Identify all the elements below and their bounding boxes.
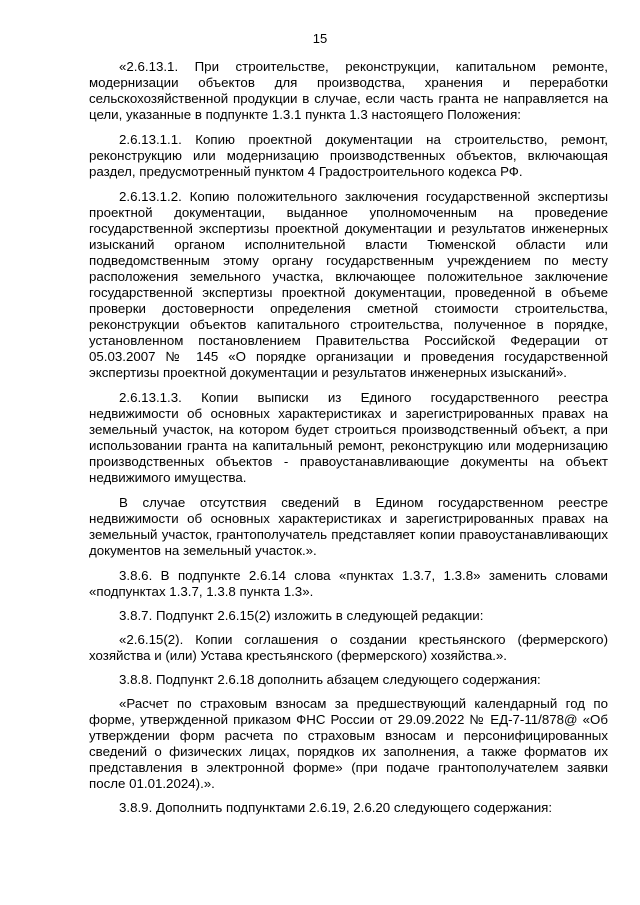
paragraph-3-8-6: 3.8.6. В подпункте 2.6.14 слова «пунктах 1.3.7, 1.3.8» заменить словами «подпунктах 1.3.7, 1.3.8 пункта 1.3». xyxy=(89,568,608,599)
paragraph-2-6-13-1: «2.6.13.1. При строительстве, реконструкции, капитальном ремонте, модернизации объектов для производства, хранения и переработки сельскохозяйственной продукции в случае, если часть гранта не направляется на цели, указанные в подпункте 1.3.1 пункта 1.3 настоящего Положения: xyxy=(89,59,608,122)
paragraph-3-8-7: 3.8.7. Подпункт 2.6.15(2) изложить в следующей редакции: xyxy=(119,608,484,623)
document-body xyxy=(89,59,608,824)
paragraph-2-6-13-1-2: 2.6.13.1.2. Копию положительного заключения государственной экспертизы проектной документации, выданное уполномоченным на проведение государственной экспертизы проектной документации и результатов инженерных изысканий органом исполнительной власти Тюменской области или подведомственным этому органу государственным учреждением по месту расположения земельного участка, включающее положительное заключение государственной экспертизы проектной документации, проведенной в объеме проверки достоверности определения сметной стоимости строительства, реконструкции объектов капитального строительства, полученное в порядке, установленном постановлением Правительства Российской Федерации от 05.03.2007 № 145 «О порядке организации и проведения государственной экспертизы проектной документации и результатов инженерных изысканий». xyxy=(89,189,608,380)
paragraph-2-6-13-1-1: 2.6.13.1.1. Копию проектной документации на строительство, ремонт, реконструкцию или модернизацию производственных объектов, включающая раздел, предусмотренный пунктом 4 Градостроительного кодекса РФ. xyxy=(89,132,608,179)
paragraph-no-registry-info: В случае отсутствия сведений в Едином государственном реестре недвижимости об основных характеристиках и зарегистрированных правах на земельный участок, грантополучатель представляет копии правоустанавливающих документов на земельный участок.». xyxy=(89,495,608,558)
paragraph-3-8-9: 3.8.9. Дополнить подпунктами 2.6.19, 2.6.20 следующего содержания: xyxy=(119,800,553,815)
paragraph-2-6-15-2: «2.6.15(2). Копии соглашения о создании крестьянского (фермерского) хозяйства и (или) Устава крестьянского (фермерского) хозяйства.». xyxy=(89,632,608,663)
paragraph-2-6-13-1-3: 2.6.13.1.3. Копии выписки из Единого государственного реестра недвижимости об основных характеристиках и зарегистрированных правах на земельный участок, на котором будет строиться производственный объект, а при использовании гранта на капитальный ремонт, реконструкцию или модернизацию производственных объектов - правоустанавливающие документы на объект недвижимого имущества. xyxy=(89,390,608,485)
page-number: 15 xyxy=(312,31,328,46)
paragraph-3-8-8: 3.8.8. Подпункт 2.6.18 дополнить абзацем следующего содержания: xyxy=(119,672,541,687)
paragraph-insurance-calculation: «Расчет по страховым взносам за предшествующий календарный год по форме, утвержденной приказом ФНС России от 29.09.2022 № ЕД-7-11/878@ «Об утверждении форм расчета по страховым взносам и персонифицированных сведений о физических лицах, порядков их заполнения, а также форматов их представления в электронной форме» (при подаче грантополучателем заявки после 01.01.2024).». xyxy=(89,696,608,791)
